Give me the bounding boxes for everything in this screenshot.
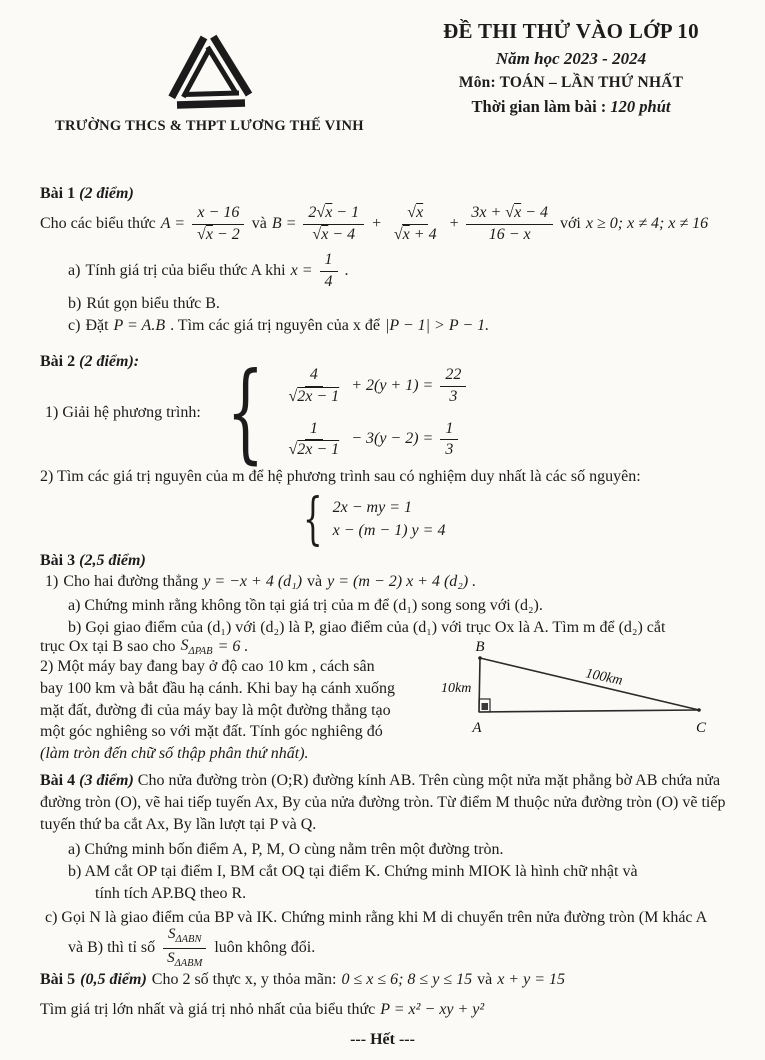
bai2-part1-label: 1) Giải hệ phương trình: bbox=[45, 403, 201, 421]
bai1-item-b bbox=[68, 294, 220, 315]
bai5-conditions: 0 ≤ x ≤ 6; 8 ≤ y ≤ 15 bbox=[341, 971, 473, 988]
exam-subject: Môn: TOÁN – LẦN THỨ NHẤT bbox=[458, 74, 684, 92]
item-b-text: Rút gọn biểu thức B. bbox=[86, 295, 220, 312]
bai5-title: Bài 5 bbox=[40, 971, 76, 988]
line-d1-equation: y = −x + 4 (d₁) bbox=[203, 573, 303, 590]
vertex-C-label: C bbox=[695, 720, 707, 736]
bai1-title: Bài 1 bbox=[40, 185, 76, 202]
item-a-eq-lhs: x = bbox=[290, 261, 313, 279]
item-c-math2: |P − 1| > P − 1. bbox=[384, 317, 490, 334]
line-d2-equation: y = (m − 2) x + 4 (d₂) . bbox=[327, 573, 477, 590]
item-b-label: b) bbox=[68, 295, 82, 312]
system-1 bbox=[211, 350, 469, 476]
bai5-P-expression: P = x² − xy + y² bbox=[380, 1001, 485, 1018]
bai5-line2 bbox=[40, 1000, 484, 1021]
bai3-p2-line1: 2) Một máy bay đang bay ở độ cao 10 km , cách sân bbox=[40, 658, 375, 675]
school-name: TRƯỜNG THCS & THPT LƯƠNG THẾ VINH bbox=[55, 118, 364, 134]
system1-row1: $\frac{4}{√2x - 1}$ + 2(y + 1) = $\frac{22}{3}$ bbox=[282, 366, 469, 406]
bai4-item-b-line1: b) AM cắt OP tại điểm I, BM cắt OQ tại điểm K. Chứng minh MIOK là hình chữ nhật và bbox=[68, 863, 638, 880]
vertex-B-label: B bbox=[475, 640, 485, 655]
expr-A-lhs: A = bbox=[160, 214, 186, 232]
duration-value: 120 phút bbox=[610, 96, 671, 116]
bai1-conditions: x ≥ 0; x ≠ 4; x ≠ 16 bbox=[585, 214, 709, 232]
system1-row2: $\frac{1}{√2x - 1}$ − 3(y − 2) = $\frac{1}{3}$ bbox=[282, 420, 469, 460]
bai1-and: và bbox=[251, 214, 267, 232]
bai5-line1 bbox=[40, 970, 565, 991]
bai4-intro-l3: đường tròn (O) vẽ tiếp tuyến thứ ba cắt Ax, By lần lượt tại P và Q. bbox=[40, 793, 726, 833]
triangle-logo-icon bbox=[160, 30, 260, 122]
bai1-intro-row bbox=[40, 197, 708, 251]
bai4-item-b-line2: tính tích AP.BQ theo R. bbox=[95, 885, 247, 902]
system2-row1: 2x − my = 1 bbox=[332, 499, 412, 517]
bai4-points: (3 điểm) bbox=[79, 772, 134, 789]
bai3-item-a: a) Chứng minh rằng không tồn tại giá trị của m để (d₁) song song với (d₂). bbox=[68, 597, 543, 614]
bai3-and: và bbox=[307, 573, 323, 590]
end-mark: --- Hết --- bbox=[350, 1031, 415, 1048]
bai3-p2-line4: một góc nghiêng so với mặt đất. Tính góc nghiêng đó bbox=[40, 723, 383, 741]
bai4-intro-l1: Cho nửa đường tròn (O;R) đường kính AB. Trên cùng một nửa mặt phẳng bờ AB bbox=[137, 772, 658, 789]
item-c-text2: . Tìm các giá trị nguyên của x để bbox=[170, 317, 380, 334]
bai3-item-b-line1: b) Gọi giao điểm của (d₁) với (d₂) là P, giao điểm của (d₁) với trục Ox là A. Tìm m để (d₂) cắt bbox=[68, 619, 666, 636]
item-c2-pre: và B) thì tỉ số bbox=[68, 938, 156, 956]
item-a-period: . bbox=[344, 261, 349, 279]
vertex-A-label: A bbox=[472, 720, 482, 736]
duration-label: Thời gian làm bài : bbox=[471, 96, 607, 116]
bai1-item-c bbox=[68, 316, 489, 337]
bai3-heading bbox=[40, 551, 146, 572]
expr-B-frac1: $\frac{2√x - 1}{√x - 4}$ bbox=[303, 204, 364, 244]
bai5-sum-equation: x + y = 15 bbox=[497, 971, 565, 988]
bai2-part2-text: 2) Tìm các giá trị nguyên của m để hệ phương trình sau có nghiệm duy nhất là các số nguyên: bbox=[40, 468, 641, 485]
bai4-intro-l2: chứa nửa đường tròn (O), vẽ hai tiếp tuyến Ax, By của nửa đường tròn. Từ điểm M thuộc nửa bbox=[40, 772, 721, 811]
item-b2-pre: trục Ox tại B sao cho bbox=[40, 637, 176, 655]
bai3-part2-paragraph bbox=[40, 656, 465, 765]
item-c-text1: Đặt bbox=[85, 317, 109, 334]
exam-title: ĐỀ THI THỬ VÀO LỚP 10 bbox=[443, 19, 699, 43]
triangle-diagram-icon bbox=[433, 640, 765, 755]
exam-duration bbox=[385, 96, 757, 117]
bai5-text2: Tìm giá trị lớn nhất và giá trị nhỏ nhất của biểu thức bbox=[40, 1001, 376, 1018]
bai3-p2-rounding-note: (làm tròn đến chữ số thập phân thứ nhất). bbox=[40, 745, 309, 763]
bai3-p2-line2: bay 100 km và bắt đầu hạ cánh. Khi bay hạ cánh xuống bbox=[40, 679, 396, 697]
altitude-label: 10km bbox=[441, 681, 472, 696]
bai4-title: Bài 4 bbox=[40, 772, 76, 789]
bai1-intro-text: Cho các biểu thức bbox=[40, 214, 156, 232]
exam-header bbox=[385, 18, 757, 117]
bai1-cond-label: với bbox=[559, 214, 581, 232]
system-2 bbox=[295, 487, 446, 552]
bai3-p2-line3: mặt đất, đường đi của máy bay là một đường thẳng tạo bbox=[40, 701, 391, 719]
system2-row2: x − (m − 1) y = 4 bbox=[332, 522, 446, 540]
hypotenuse-label: 100km bbox=[584, 666, 624, 689]
expr-A-fraction: $\frac{x - 16}{√x - 2}$ bbox=[192, 204, 245, 244]
bai3-title: Bài 3 bbox=[40, 552, 76, 569]
item-a-text: Tính giá trị của biểu thức A khi bbox=[85, 261, 286, 279]
item-a-label: a) bbox=[68, 261, 81, 279]
plus-op-2: + bbox=[448, 214, 460, 232]
expr-B-lhs: B = bbox=[271, 214, 297, 232]
expr-B-frac3: $\frac{3x + √x - 4}{16 - x}$ bbox=[466, 204, 553, 244]
bai3-part1-label: 1) bbox=[45, 573, 59, 590]
bai4-intro bbox=[40, 770, 755, 835]
bai4-item-c-line1: c) Gọi N là giao điểm của BP và IK. Chứng minh rằng khi M di chuyển trên nửa đường tròn (M khác A bbox=[45, 909, 708, 926]
item-c-math1: P = A.B bbox=[113, 317, 166, 334]
bai1-points: (2 điểm) bbox=[79, 185, 134, 202]
left-brace: { bbox=[303, 487, 323, 552]
school-logo bbox=[160, 30, 260, 122]
bai1-item-a bbox=[68, 250, 349, 292]
item-b2-post: = 6 . bbox=[217, 637, 249, 655]
bai5-text1: Cho 2 số thực x, y thỏa mãn: bbox=[151, 971, 337, 988]
school-year: Năm học 2023 - 2024 bbox=[495, 49, 647, 69]
expr-B-frac2: $\frac{√x}{√x + 4}$ bbox=[393, 204, 437, 243]
item-c2-post: luôn không đổi. bbox=[214, 938, 316, 956]
bai2-points: (2 điểm): bbox=[79, 353, 140, 370]
bai3-part1 bbox=[45, 572, 476, 593]
bai5-points: (0,5 điểm) bbox=[80, 971, 147, 988]
flight-triangle-figure bbox=[433, 640, 765, 755]
bai3-part1-text: Cho hai đường thẳng bbox=[63, 573, 199, 590]
area-symbol: $S_{\Delta PAB}$ bbox=[180, 636, 213, 657]
item-a-fraction: $\frac{1}{4}$ bbox=[320, 251, 338, 291]
item-c-label: c) bbox=[68, 317, 81, 334]
bai2-title: Bài 2 bbox=[40, 353, 76, 370]
bai4-item-a: a) Chứng minh bốn điểm A, P, M, O cùng nằm trên một đường tròn. bbox=[68, 841, 504, 858]
left-brace: { bbox=[226, 350, 265, 476]
bai3-points: (2,5 điểm) bbox=[79, 552, 146, 569]
plus-op-1: + bbox=[371, 214, 382, 232]
bai5-and: và bbox=[477, 971, 493, 988]
area-ratio-fraction: $\frac{S_{\Delta ABN}}{S_{\Delta ABM}}$ bbox=[162, 926, 207, 969]
bai4-item-c-line2 bbox=[68, 922, 315, 974]
